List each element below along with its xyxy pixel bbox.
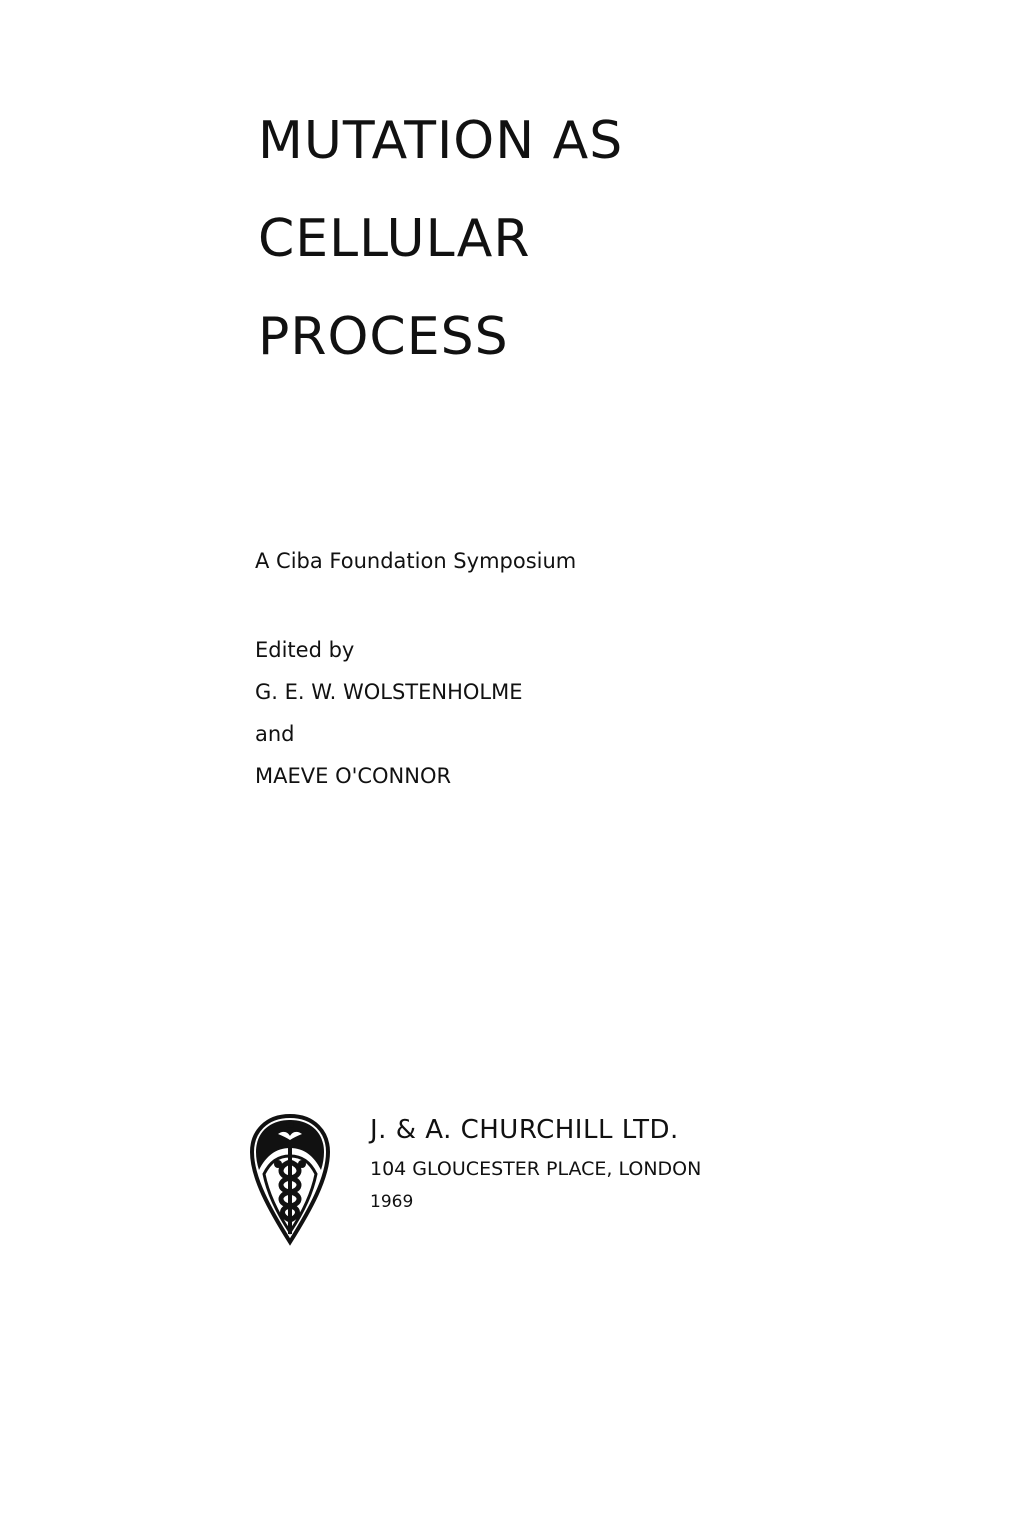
- publisher-address: 104 GLOUCESTER PLACE, LONDON: [370, 1158, 702, 1180]
- editor-name-1: G. E. W. WOLSTENHOLME: [255, 680, 523, 704]
- publisher-block: [370, 1110, 701, 1218]
- publication-year: 1969: [370, 1192, 414, 1212]
- editor-conjunction: and: [255, 722, 295, 746]
- book-title-line-2: CELLULAR: [258, 209, 531, 269]
- book-title-line-3: PROCESS: [258, 307, 509, 367]
- editor-name-2: MAEVE O'CONNOR: [255, 764, 452, 788]
- edited-by-label: Edited by: [255, 638, 355, 662]
- publisher-name: J. & A. CHURCHILL LTD.: [370, 1115, 679, 1145]
- symposium-subtitle: A Ciba Foundation Symposium: [255, 549, 577, 573]
- book-title: [258, 92, 623, 386]
- editor-credits: [255, 629, 522, 797]
- book-title-line-1: MUTATION AS: [258, 111, 624, 171]
- caduceus-shield-icon: [248, 1112, 332, 1246]
